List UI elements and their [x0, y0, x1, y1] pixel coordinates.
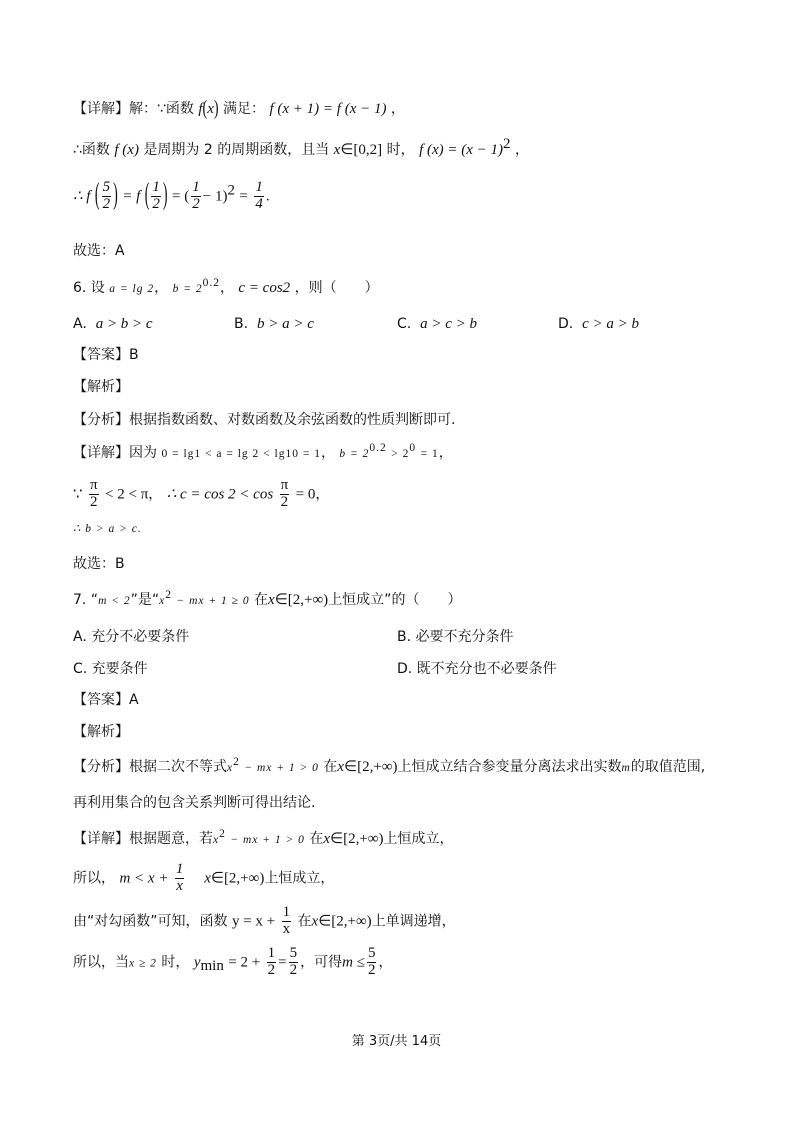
q7-detail-line-3: 由“对勾函数”可知，函数 y = x + $\frac{1}{x}$ 在x∈[2,+∞)上单调递增， [73, 904, 456, 937]
q6-choice: 故选：B [73, 556, 125, 572]
q6-option-c[interactable]: C. a > c > b [397, 316, 478, 332]
q6-option-a[interactable]: A. a > b > c [73, 316, 153, 332]
label-xiangjie: 【详解】解：∵函数 [73, 101, 194, 117]
q7-detail-line-1: 【详解】根据题意，若$x^2$ − mx + 1 > 0 在x∈[2,+∞)上恒成立， [73, 828, 454, 847]
q7-detail-line-4: 所以，当x ≥ 2 时， $y_{min} = 2$ + $\frac{1}{2}$ = $\frac{5}{2}$ ，可得m ≤ $\frac{5}{2}$ ， [73, 945, 393, 978]
question-7-stem: 7. “m < 2”是“$x^2$ − mx + 1 ≥ 0 在x∈[2,+∞)上恒成立”的（ ） [73, 589, 462, 608]
q6-detail-line-3: ∴ b > a > c. [73, 523, 142, 535]
q6-detail-line-1: 【详解】因为 0 = lg1 < a = lg 2 < lg10 = 1， $b = 2^{0.2} > 2^0 = 1$， [73, 442, 453, 461]
choice-line: 故选：A [73, 243, 125, 259]
q7-detail-line-2: 所以， m < x + $\frac{1}{x}$ x∈[2,+∞)上恒成立， [73, 861, 335, 894]
q6-option-b[interactable]: B. b > a > c [234, 316, 314, 332]
page-footer: 第 3页/共 14页 [351, 1034, 442, 1049]
q7-fenxi-line-1: 【分析】根据二次不等式$x^2$ − mx + 1 > 0 在x∈[2,+∞)上恒成立结合参变量分离法求出实数m的取值范围, [73, 756, 706, 775]
q6-fenxi: 【分析】根据指数函数、对数函数及余弦函数的性质判断即可. [73, 412, 456, 428]
q7-fenxi-line-2: 再利用集合的包含关系判断可得出结论. [73, 795, 316, 811]
solution-line-2: ∴函数 f (x) 是周期为 2 的周期函数，且当 x∈[0,2] 时， f $(x) = (x - 1)^2$ ， [73, 136, 529, 158]
equation: f (x + 1) = f (x − 1) [269, 101, 387, 117]
q6-detail-line-2: ∵ $\frac{\pi}{2}$ < 2 < π， ∴ c = cos 2 < cos $\frac{\pi}{2}$ = 0， [73, 477, 330, 510]
q6-answer: 【答案】B [73, 347, 139, 363]
q7-analysis-heading: 【解析】 [73, 724, 129, 740]
solution-line-1: 【详解】解：∵函数 f(x) 满足： f (x + 1) = f (x − 1) ， [73, 98, 405, 121]
question-6-stem: 6. 设 a = lg 2， $b = 2^{0.2}$， c = cos2 ，则（ ） [73, 277, 379, 296]
q6-option-d[interactable]: D. c > a > b [558, 316, 640, 332]
q7-option-d[interactable]: D. 既不充分也不必要条件 [397, 661, 557, 677]
solution-line-3: ∴ f ( $\frac{5}{2}$ ) = f ( $\frac{1}{2}$ ) = ( $\frac{1}{2}$ − 1)$^2$ = $\frac{1}{4}$ . [73, 179, 270, 213]
q6-analysis-heading: 【解析】 [73, 379, 129, 395]
q7-option-c[interactable]: C. 充要条件 [73, 661, 148, 677]
q7-answer: 【答案】A [73, 692, 139, 708]
q7-option-a[interactable]: A. 充分不必要条件 [73, 629, 190, 645]
q7-option-b[interactable]: B. 必要不充分条件 [397, 629, 514, 645]
